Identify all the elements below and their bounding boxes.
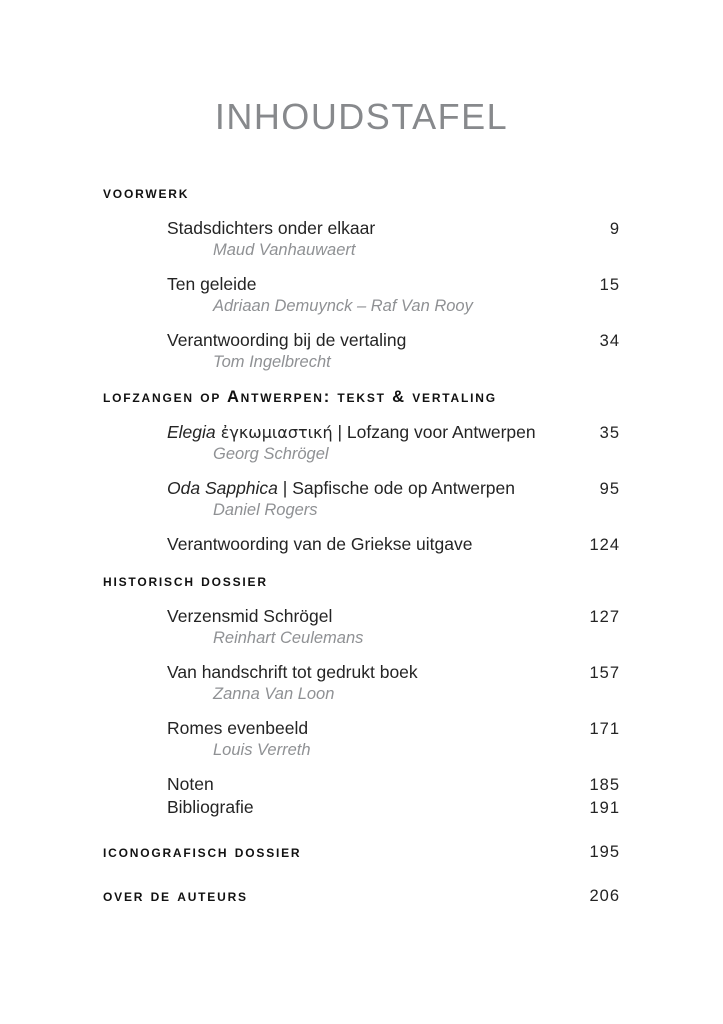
page-title: INHOUDSTAFEL: [214, 96, 509, 137]
entry-title: Van handschrift tot gedrukt boek: [167, 662, 418, 682]
toc-entry: [103, 421, 620, 464]
toc-section-voorwerk: [103, 183, 620, 372]
entry-author: Adriaan Demuynck – Raf Van Rooy: [213, 297, 473, 315]
entry-title: Ten geleide: [167, 274, 257, 294]
section-heading: [103, 886, 620, 907]
toc-entry: [103, 273, 620, 316]
entry-author: Daniel Rogers: [213, 501, 318, 519]
entry-page-number: 191: [589, 799, 620, 817]
entry-title: Verzensmid Schrögel: [167, 606, 333, 626]
toc-entry: [103, 773, 620, 796]
entry-title: Romes evenbeeld: [167, 718, 309, 738]
entry-page-number: 34: [599, 332, 620, 350]
toc-section-iconografisch-dossier: [103, 842, 620, 863]
section-heading-label: voorwerk: [103, 184, 190, 202]
section-heading-label: lofzangen op Antwerpen: tekst & vertaling: [103, 388, 497, 406]
section-page-number: 206: [589, 887, 620, 905]
entry-title: Oda Sapphica | Sapfische ode op Antwerpen: [167, 478, 515, 498]
greek-text: ἐγκωμιαστική: [215, 423, 333, 442]
toc-entry: [103, 217, 620, 260]
toc-entry: [103, 477, 620, 520]
entry-page-number: 124: [589, 536, 620, 554]
toc-section-lofzangen: [103, 387, 620, 556]
entry-page-number: 95: [599, 480, 620, 498]
entry-title: Stadsdichters onder elkaar: [167, 218, 376, 238]
entry-page-number: 35: [599, 424, 620, 442]
entry-author: Zanna Van Loon: [213, 685, 335, 703]
toc-entry: [103, 533, 620, 556]
entry-author: Tom Ingelbrecht: [213, 353, 331, 371]
section-page-number: 195: [589, 843, 620, 861]
entry-author: Reinhart Ceulemans: [213, 629, 364, 647]
entry-title: Elegia ἐγκωμιαστική | Lofzang voor Antwerpen: [167, 422, 536, 442]
entry-title: Bibliografie: [167, 797, 254, 817]
section-heading: [103, 842, 620, 863]
entry-page-number: 185: [589, 776, 620, 794]
toc-section-historisch-dossier: [103, 571, 620, 819]
section-heading: [103, 183, 620, 204]
entry-author: Louis Verreth: [213, 741, 311, 759]
entry-title: Verantwoording van de Griekse uitgave: [167, 534, 473, 554]
section-heading: [103, 571, 620, 592]
entry-title: Noten: [167, 774, 214, 794]
entry-author: Maud Vanhauwaert: [213, 241, 356, 259]
toc-entry: [103, 796, 620, 819]
toc-entry: [103, 329, 620, 372]
entry-author: Georg Schrögel: [213, 445, 329, 463]
toc-entry: [103, 605, 620, 648]
section-heading-label: over de auteurs: [103, 887, 248, 905]
section-heading-label: historisch dossier: [103, 572, 268, 590]
entry-page-number: 127: [589, 608, 620, 626]
entry-page-number: 171: [589, 720, 620, 738]
table-of-contents: [103, 183, 620, 907]
toc-entry: [103, 661, 620, 704]
section-heading-label: iconografisch dossier: [103, 843, 302, 861]
toc-section-over-de-auteurs: [103, 886, 620, 907]
entry-page-number: 15: [599, 276, 620, 294]
entry-page-number: 9: [609, 220, 620, 238]
toc-entry: [103, 717, 620, 760]
section-heading: [103, 387, 620, 408]
entry-title: Verantwoording bij de vertaling: [167, 330, 407, 350]
entry-page-number: 157: [589, 664, 620, 682]
